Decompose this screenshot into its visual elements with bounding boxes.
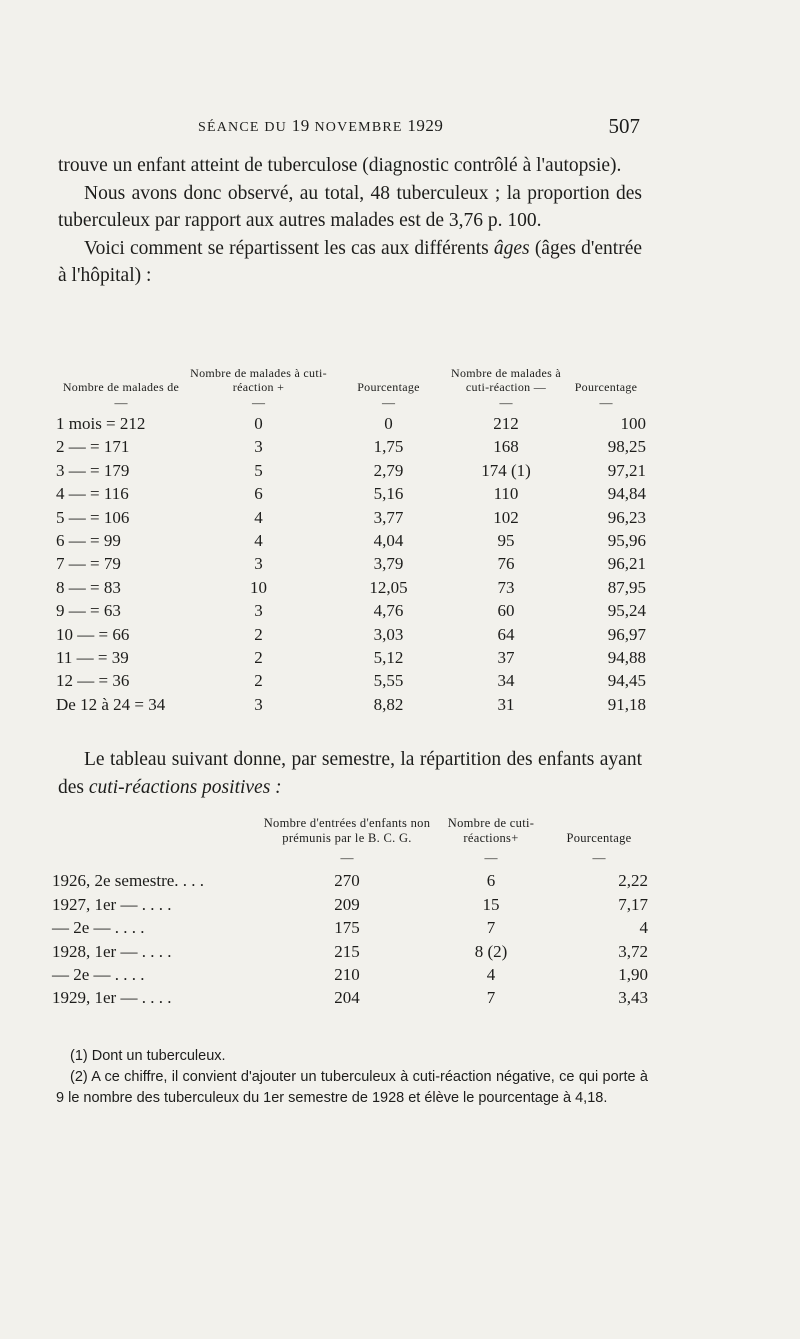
table-row: 1928, 1er — . . . . 215 8 (2) 3,72 <box>52 941 648 961</box>
paragraph-3-italic: âges <box>493 237 530 259</box>
table-row: 7 — = 79 3 3,79 76 96,21 <box>56 554 646 574</box>
title-year: 1929 <box>407 116 444 135</box>
table-row: 4 — = 116 6 5,16 110 94,84 <box>56 484 646 504</box>
table-row: 8 — = 83 10 12,05 73 87,95 <box>56 577 646 597</box>
header-period <box>52 816 262 846</box>
table-row: 5 — = 106 4 3,77 102 96,23 <box>56 507 646 527</box>
paragraph-4-italic: cuti-réactions positives : <box>88 776 282 798</box>
footnotes <box>56 1046 648 1109</box>
running-title <box>198 116 443 136</box>
header-percent: Pourcentage <box>566 831 632 845</box>
title-day: 19 <box>291 116 310 135</box>
age-table <box>56 366 646 716</box>
paragraph-4 <box>58 746 642 801</box>
header-rule: — — — <box>340 850 606 865</box>
table-row: 6 — = 99 4 4,04 95 95,96 <box>56 531 646 551</box>
table-row: 12 — = 36 2 5,55 34 94,45 <box>56 671 646 691</box>
table-row: 2 — = 171 3 1,75 168 98,25 <box>56 437 646 457</box>
table-row: 11 — = 39 2 5,12 37 94,88 <box>56 648 646 668</box>
paragraph-4-start: Le tableau suivant donne, par semestre, la répartition des enfants ayant des <box>58 749 642 798</box>
paragraph-1: trouve un enfant atteint de tuberculose (diagnostic contrôlé à l'autopsie). <box>58 155 622 176</box>
table-row: 1 mois = 212 0 0 212 100 <box>56 414 646 433</box>
footnote-2: (2) A ce chiffre, il convient d'ajouter un tuberculeux à cuti-réaction négative, ce qui porte à 9 le nombre des tuberculeux du 1er semestre de 1928 et élève le pourcentage à 4,18. <box>56 1069 648 1106</box>
header-entries: Nombre d'entrées d'enfants non prémunis par le B. C. G. <box>263 816 431 845</box>
paragraph-3-start: Voici comment se répartissent les cas aux différents <box>84 237 489 259</box>
header-negative: Nombre de malades à cuti-réaction — <box>451 366 561 394</box>
paragraph-2: Nous avons donc observé, au total, 48 tuberculeux ; la proportion des tuberculeux par rapport aux autres malades est de 3,76 p. 100. <box>58 182 642 231</box>
page-number: 507 <box>608 114 640 138</box>
table-row: 10 — = 66 2 3,03 64 96,97 <box>56 624 646 644</box>
title-month: NOVEMBRE <box>314 120 403 135</box>
paragraph-3-end: (âges d'entrée à l'hôpital) : <box>58 237 643 286</box>
header-positive: Nombre de malades à cuti-réaction + <box>190 366 327 394</box>
semester-table <box>52 816 648 1010</box>
header-cuti: Nombre de cuti-réactions+ <box>447 816 535 845</box>
table-row: De 12 à 24 = 34 3 8,82 31 91,18 <box>56 694 646 714</box>
table-row: — 2e — . . . . 210 4 1,90 <box>52 965 648 985</box>
footnote-1: (1) Dont un tuberculeux. <box>70 1048 226 1064</box>
table-row: 1927, 1er — . . . . 209 15 7,17 <box>52 894 648 914</box>
table-row: 9 — = 63 3 4,76 60 95,24 <box>56 601 646 621</box>
table-row: 1929, 1er — . . . . 204 7 3,43 <box>52 988 648 1008</box>
paragraph-3 <box>58 235 642 290</box>
header-rule: — — — — — <box>114 395 613 410</box>
header-percent-1: Pourcentage <box>357 380 420 394</box>
table-row: 1926, 2e semestre. . . . 270 6 2,22 <box>52 871 648 891</box>
mid-text <box>58 746 642 801</box>
table-row: — 2e — . . . . 175 7 4 <box>52 918 648 938</box>
header-percent-2: Pourcentage <box>574 380 638 394</box>
semester-table-header <box>52 816 648 846</box>
table-row: 3 — = 179 5 2,79 174 (1) 97,21 <box>56 460 646 480</box>
title-prefix: SÉANCE DU <box>198 120 287 135</box>
running-head <box>58 114 640 142</box>
intro-text <box>58 152 642 290</box>
header-age: Nombre de malades de <box>62 380 180 394</box>
age-table-header <box>56 366 646 394</box>
